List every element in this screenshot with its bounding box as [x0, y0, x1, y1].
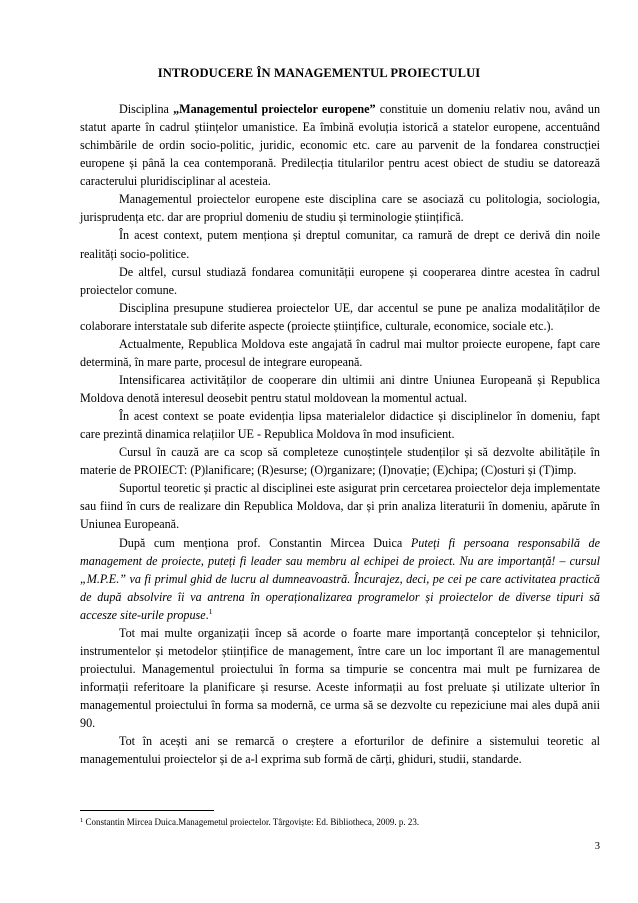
paragraph-11-post: .: [205, 607, 209, 622]
paragraph-1-post: constituie un domeniu relativ nou, având un statut aparte în cadrul științelor umanistice. Ea îmbină evoluția istorică a statelor europene, accentuând schimbările de ordin socio-politic, juridic, economic etc. care au parvenit de la fondarea construcției europene și până la cea contemporană. Predilecția titularilor pentru acest obiect de studiu se datorează caracterului pluridisciplinar al acesteia.: [80, 102, 601, 189]
paragraph-3: În acest context, putem menționa și dreptul comunitar, ca ramură de drept ce derivă din noile realități socio-politice.: [80, 228, 600, 261]
paragraph-6: Actualmente, Republica Moldova este angajată în cadrul mai multor proiecte europene, fapt care determină, în mare parte, procesul de integrare europeană.: [80, 336, 600, 369]
footnote-text: Constantin Mircea Duica.Managemetul proiectelor. Târgoviște: Ed. Bibliotheca, 2009. p. 23.: [83, 817, 420, 827]
paragraph-11-pre: După cum menționa prof. Constantin Mircea Duica: [119, 535, 411, 550]
footnote-number: 1: [80, 817, 84, 824]
paragraph-9: Cursul în cauză are ca scop să completeze cunoștințele studenților și să dezvolte abilitățile în materie de PROIECT: (P)lanificare; (R)esurse; (O)rganizare; (I)novație; (E)chipa; (C)osturi și (T)imp.: [80, 445, 600, 478]
footnote-reference[interactable]: 1: [208, 606, 213, 616]
quotation: Puteți fi persoana responsabilă de management de proiecte, puteți fi leader sau membru al echipei de proiect. Nu are importanță! – cursul „M.P.E.” va fi primul ghid de lucru al dumneavoastră. Încurajez, deci, pe cei pe care activitatea practică de după absolvire îi va antrena în operaționalizarea programelor și proiectelor de diverse tipuri să accesze site-urile propuse: [80, 535, 600, 622]
body-text: [80, 100, 600, 768]
paragraph-11: [80, 534, 600, 624]
paragraph-1-pre: Disciplina: [119, 102, 174, 116]
paragraph-7: Intensificarea activităților de cooperare din ultimii ani dintre Uniunea Europeană și Republica Moldova denotă interesul deosebit pentru statul moldovean la momentul actual.: [80, 372, 600, 405]
paragraph-5: Disciplina presupune studierea proiectelor UE, dar accentul se pune pe analiza modalităților de colaborare interstatale sub diferite aspecte (proiecte științifice, culturale, economice, sociale etc.).: [80, 300, 600, 333]
page-title: INTRODUCERE ÎN MANAGEMENTUL PROIECTULUI: [157, 66, 481, 80]
paragraph-2: Managementul proiectelor europene este disciplina care se asociază cu politologia, sociologia, jurisprudența etc. dar are propriul domeniu de studiu și terminologie științifică.: [80, 192, 600, 225]
footnote-divider: [80, 810, 214, 811]
paragraph-12: Tot mai multe organizații încep să acorde o foarte mare importanță conceptelor și tehnicilor, instrumentelor și metodelor științifice de management, între care un loc important îl are managementul proiectului. Managementul proiectului în forma sa timpurie se concentra mai mult pe furnizarea de informații referitoare la planificare și resurse. Aceste informații au fost preluate și utilizate ulterior în managementul proiectului în forma sa modernă, ce urma să se dezvolte cu repeziciune mai ales după anii 90.: [80, 625, 600, 731]
paragraph-8: În acest context se poate evidenția lipsa materialelor didactice și disciplinelor în domeniu, fapt care prezintă dinamica relațiilor UE - Republica Moldova în mod insuficient.: [80, 409, 600, 442]
paragraph-10: Suportul teoretic și practic al disciplinei este asigurat prin cercetarea proiectelor deja implementate sau fiind în curs de realizare din Republica Moldova, dar și prin analiza literaturii în domeniu, apărute în Uniunea Europeană.: [80, 481, 600, 532]
paragraph-1: [80, 100, 600, 190]
page-number: 3: [594, 841, 600, 852]
paragraph-4: De altfel, cursul studiază fondarea comunității europene și cooperarea dintre acestea în cadrul proiectelor comune.: [80, 264, 600, 297]
paragraph-13: Tot în acești ani se remarcă o creștere a eforturilor de definire a sistemului teoretic al managementului proiectelor și de a-l exprima sub formă de cărți, ghiduri, studii, standarde.: [80, 734, 600, 767]
footnote: [80, 816, 600, 828]
course-name: „Managementul proiectelor europene”: [173, 102, 376, 116]
